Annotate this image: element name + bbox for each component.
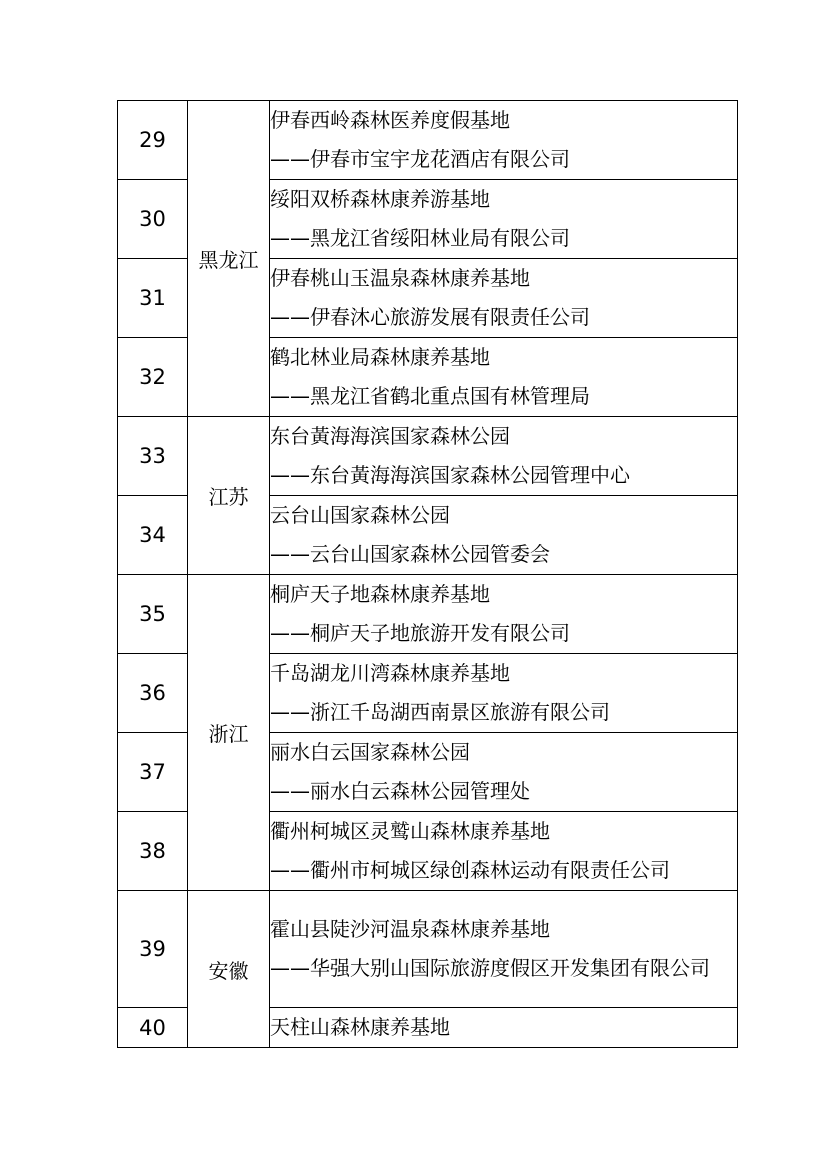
operator-name: ——衢州市柯城区绿创森林运动有限责任公司 [270, 858, 670, 882]
base-name: 桐庐天子地森林康养基地 [270, 582, 490, 606]
forest-base-table [117, 100, 738, 1048]
operator-name: ——黑龙江省绥阳林业局有限公司 [270, 226, 570, 250]
row-number: 29 [118, 101, 188, 180]
operator-name: ——黑龙江省鹤北重点国有林管理局 [270, 384, 590, 408]
operator-name: ——桐庐天子地旅游开发有限公司 [270, 621, 570, 645]
base-description [270, 1008, 738, 1048]
row-number: 38 [118, 812, 188, 891]
base-description [270, 575, 738, 654]
base-description [270, 496, 738, 575]
base-name: 绥阳双桥森林康养游基地 [270, 187, 490, 211]
operator-name: ——华强大别山国际旅游度假区开发集团有限公司 [270, 956, 710, 980]
base-description [270, 733, 738, 812]
row-number: 30 [118, 180, 188, 259]
province-cell: 浙江 [188, 575, 270, 891]
operator-name: ——伊春沐心旅游发展有限责任公司 [270, 305, 590, 329]
row-number: 37 [118, 733, 188, 812]
province-cell: 安徽 [188, 891, 270, 1048]
base-name: 伊春西岭森林医养度假基地 [270, 108, 510, 132]
base-description [270, 417, 738, 496]
base-name: 云台山国家森林公园 [270, 503, 450, 527]
base-name: 衢州柯城区灵鹫山森林康养基地 [270, 819, 550, 843]
table-row [118, 101, 738, 180]
base-description [270, 259, 738, 338]
table-row [118, 417, 738, 496]
table-row [118, 891, 738, 1008]
table-row [118, 575, 738, 654]
operator-name: ——丽水白云森林公园管理处 [270, 779, 530, 803]
row-number: 33 [118, 417, 188, 496]
operator-name: ——东台黃海海滨国家森林公园管理中心 [270, 463, 630, 487]
province-cell: 黑龙江 [188, 101, 270, 417]
base-description [270, 338, 738, 417]
row-number: 39 [118, 891, 188, 1008]
operator-name: ——云台山国家森林公园管委会 [270, 542, 550, 566]
operator-name: ——伊春市宝宇龙花酒店有限公司 [270, 147, 570, 171]
row-number: 40 [118, 1008, 188, 1048]
row-number: 36 [118, 654, 188, 733]
province-cell: 江苏 [188, 417, 270, 575]
base-name: 东台黃海海滨国家森林公园 [270, 424, 510, 448]
base-description [270, 812, 738, 891]
operator-name: ——浙江千岛湖西南景区旅游有限公司 [270, 700, 610, 724]
base-description [270, 654, 738, 733]
row-number: 34 [118, 496, 188, 575]
base-name: 伊春桃山玉温泉森林康养基地 [270, 266, 530, 290]
row-number: 35 [118, 575, 188, 654]
base-name: 丽水白云国家森林公园 [270, 740, 470, 764]
base-description [270, 891, 738, 1008]
base-description [270, 180, 738, 259]
base-name: 鹤北林业局森林康养基地 [270, 345, 490, 369]
base-name: 霍山县陡沙河温泉森林康养基地 [270, 917, 550, 941]
base-name: 天柱山森林康养基地 [270, 1015, 450, 1039]
row-number: 32 [118, 338, 188, 417]
base-description [270, 101, 738, 180]
base-name: 千岛湖龙川湾森林康养基地 [270, 661, 510, 685]
row-number: 31 [118, 259, 188, 338]
